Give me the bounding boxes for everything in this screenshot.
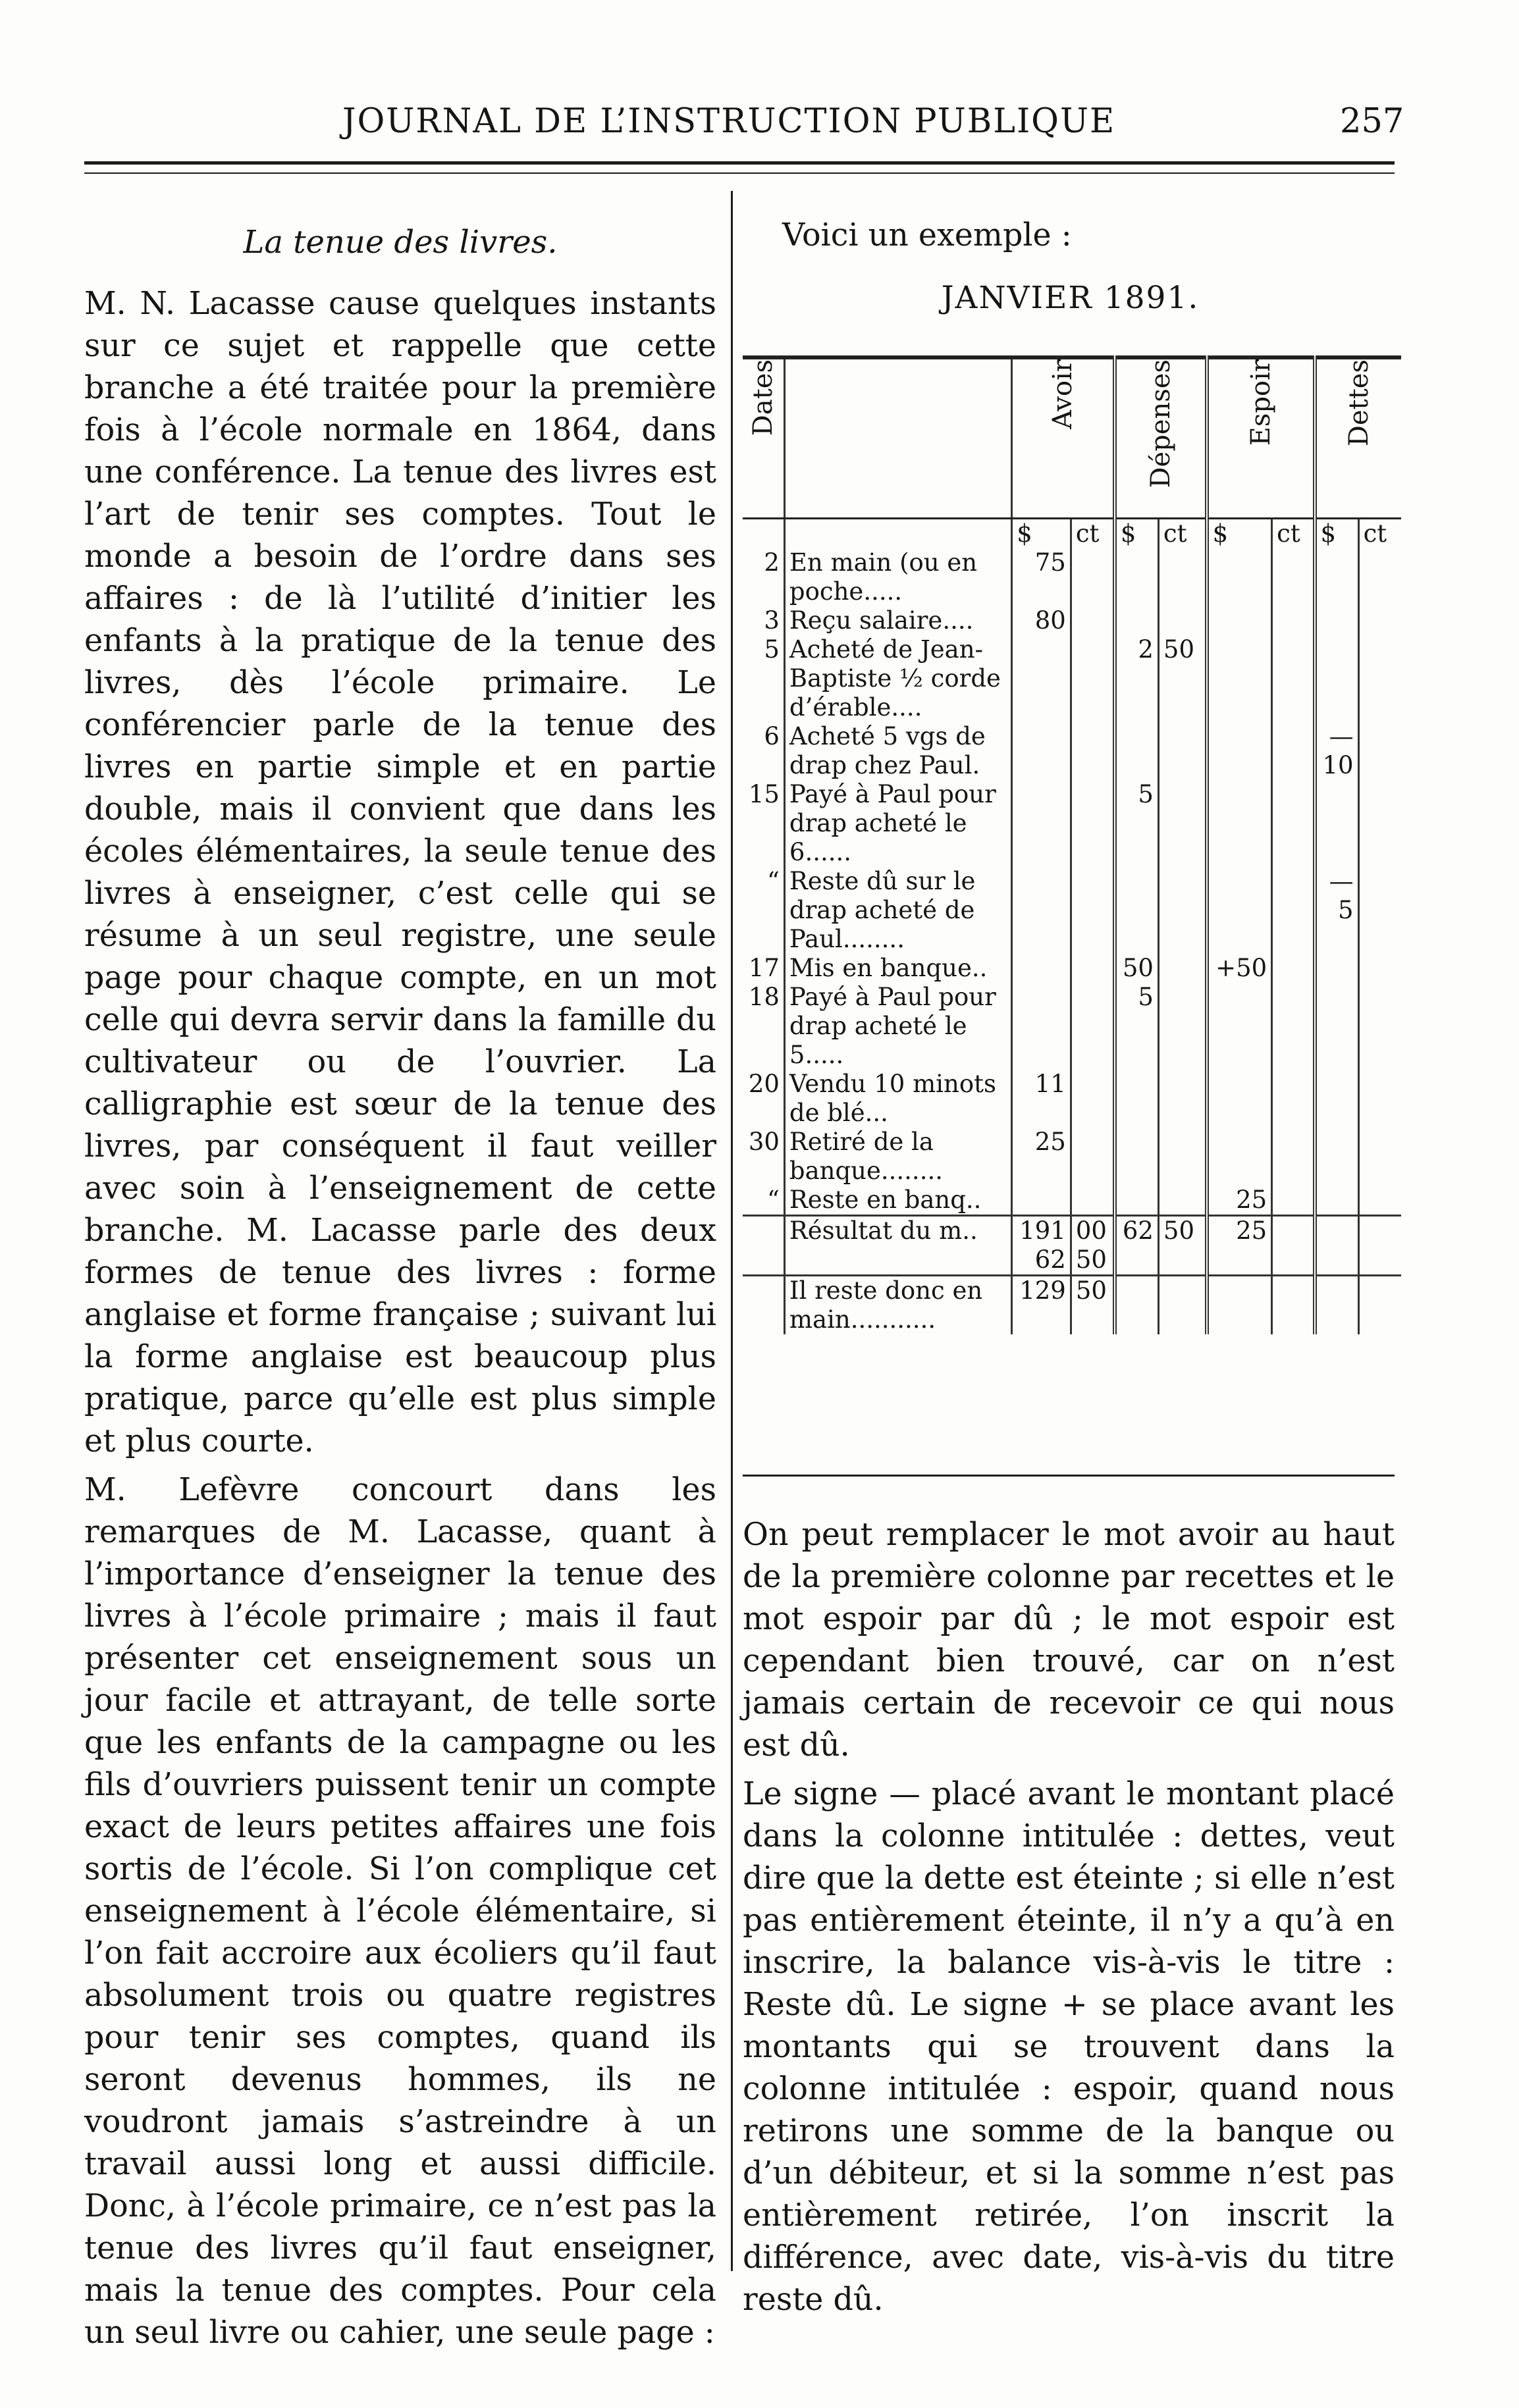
ledger-cell-esp-c [1272,1186,1315,1216]
ledger-cell-esp-d [1207,722,1272,780]
section-title: La tenue des livres. [243,224,558,261]
ledger-cell-dep-c [1158,1070,1206,1128]
ledger-cell-dep-c: 50 [1158,635,1206,722]
dollar-label: $ [1012,519,1071,549]
ledger-cell-esp-c [1272,1128,1315,1186]
ledger-bottom-rule [743,1475,1395,1477]
ledger-cell-avoir-c [1071,954,1115,983]
dollar-label: $ [1115,519,1159,549]
ledger-cell-esp-c [1272,722,1315,780]
ledger-cell-date: 18 [748,983,780,1011]
ledger-cell-dep-c [1158,1128,1206,1186]
ledger-cell-desc: Payé à Paul pour drap acheté le 6...... [784,780,1011,867]
ledger-row [743,780,1401,867]
ledger-cell-avoir-d [1012,954,1071,983]
ledger-cell-esp-d [1207,548,1272,606]
ledger-cell-dep-d [1115,867,1159,954]
ledger-cell-desc: Reçu salaire.... [784,606,1011,635]
cents-label: ct [1272,519,1315,549]
ledger-cell-det-c [1358,722,1401,780]
left-column [84,217,716,2361]
ledger-cell-desc: Reste en banq.. [784,1186,1011,1216]
ledger-cell-dep-d: 2 [1115,635,1159,722]
ledger-cell-det-c [1358,954,1401,983]
ledger-cell-desc: Payé à Paul pour drap acheté le 5..... [784,983,1011,1070]
ledger-cell-date: 15 [748,780,780,808]
ledger-cell-desc: Mis en banque.. [784,954,1011,983]
ledger-cell-avoir-d [1012,722,1071,780]
ledger-cell-avoir-d: 11 [1012,1070,1071,1128]
description-header [784,357,1011,519]
ledger-cell-det-c [1358,1128,1401,1186]
ledger-cell-esp-d: 25 [1207,1186,1272,1216]
ledger-cell-avoir-d [1012,1186,1071,1216]
ledger-cell-avoir-c [1071,1070,1115,1128]
ledger-cell-det-c [1358,606,1401,635]
ledger-cell-esp-d [1207,1070,1272,1128]
ledger-cell-avoir-d: 80 [1012,606,1071,635]
ledger-cell-esp-c [1272,780,1315,867]
ledger-cell-date: 2 [764,548,780,577]
ledger-cell-det-d: —10 [1315,722,1359,780]
ledger-cell-esp-c [1272,983,1315,1070]
explanation-text [743,1514,1395,2328]
header-rule-thin [84,172,1395,174]
ledger-cell-desc: Acheté de Jean-Baptiste ½ corde d’érable.... [784,635,1011,722]
ledger-cell-det-c [1358,635,1401,722]
ledger-cell-dep-c [1158,867,1206,954]
ledger-table [743,355,1401,1334]
depenses-header: Dépenses [1115,357,1207,519]
ledger-cell-det-c [1358,780,1401,867]
ledger-cell-det-d [1315,1186,1359,1216]
ledger-cell-det-d: —5 [1315,867,1359,954]
dollar-label: $ [1207,519,1272,549]
header-rule-thick [84,161,1395,165]
ledger-cell-dep-d [1115,1186,1159,1216]
ledger-cell-date: 5 [764,635,780,664]
running-header: JOURNAL DE L’INSTRUCTION PUBLIQUE [342,102,1116,141]
ledger-cell-det-c [1358,548,1401,606]
ledger-cell-dep-c [1158,954,1206,983]
ledger-cell-dep-d [1115,606,1159,635]
ledger-cell-esp-c [1272,867,1315,954]
ledger-cell-dep-c [1158,548,1206,606]
ledger-cell-det-d [1315,983,1359,1070]
paragraph-lefevre: M. Lefèvre concourt dans les remarques de M. Lacasse, quant à l’importance d’enseigner la tenue des livres à l’école primaire ; mais il faut présenter cet enseignement sous un jour facile et attrayant, de telle sorte que les enfants de la campagne ou les fils d’ouvriers puissent tenir un compte exact de leurs petites affaires une fois sortis de l’école. Si l’on complique cet enseignement à l’école élémentaire, si l’on fait accroire aux écoliers qu’il faut absolument trois ou quatre registres pour tenir ses comptes, quand ils seront devenus hommes, ils ne voudront jamais s’astreindre à un travail aussi long et aussi difficile. Donc, à l’école primaire, ce n’est pas la tenue des livres qu’il faut enseigner, mais la tenue des comptes. Pour cela un seul livre ou cahier, une seule page : [84,1472,716,2351]
ledger-cell-esp-c [1272,635,1315,722]
example-intro: Voici un exemple : [782,217,1072,253]
ledger-cell-det-c [1358,983,1401,1070]
ledger-row [743,635,1401,722]
ledger-cell-avoir-c [1071,1186,1115,1216]
ledger-cell-det-d [1315,606,1359,635]
ledger-row [743,1128,1401,1186]
ledger-cell-desc: Retiré de la banque........ [784,1128,1011,1186]
ledger-cell-avoir-d [1012,983,1071,1070]
ledger-cell-esp-d [1207,780,1272,867]
ledger-cell-dep-d [1115,1070,1159,1128]
ledger-cell-desc: En main (ou en poche..... [784,548,1011,606]
avoir-header: Avoir [1012,357,1115,519]
ledger-row [743,983,1401,1070]
ledger-cell-det-d [1315,780,1359,867]
ledger-cell-desc: Reste dû sur le drap acheté de Paul........ [784,867,1011,954]
cents-label: ct [1071,519,1115,549]
ledger-cell-avoir-d [1012,867,1071,954]
ledger-cell-avoir-d [1012,780,1071,867]
ledger-cell-date: 3 [764,606,780,635]
espoir-header: Espoir [1207,357,1315,519]
cents-label: ct [1158,519,1206,549]
ledger-row [743,954,1401,983]
ledger-cell-avoir-c [1071,1128,1115,1186]
ledger-cell-avoir-d: 75 [1012,548,1071,606]
ledger-cell-det-c [1358,1186,1401,1216]
ledger-cell-esp-c [1272,954,1315,983]
ledger-row [743,722,1401,780]
ledger-cell-avoir-c [1071,722,1115,780]
dollar-label: $ [1315,519,1359,549]
ledger-cell-dep-d [1115,1128,1159,1186]
ledger-cell-date: 6 [764,722,780,750]
paragraph-avoir: On peut remplacer le mot avoir au haut de la première colonne par recettes et le mot espoir par dû ; le mot espoir est cependant bien trouvé, car on n’est jamais certain de recevoir ce qui nous est dû. [743,1517,1395,1764]
right-column-header [749,217,1391,336]
ledger-cell-dep-c [1158,722,1206,780]
ledger-row [743,1186,1401,1216]
ledger-cell-desc: Vendu 10 minots de blé... [784,1070,1011,1128]
ledger-month: JANVIER 1891. [941,280,1200,316]
ledger-cell-date: 20 [748,1070,780,1098]
ledger-row [743,1070,1401,1128]
dettes-header: Dettes [1315,357,1401,519]
remaining-row: Il reste donc en main........... 129 50 [743,1276,1401,1335]
ledger-row [743,548,1401,606]
ledger-cell-dep-d [1115,722,1159,780]
ledger-cell-esp-d [1207,606,1272,635]
ledger-cell-esp-c [1272,548,1315,606]
ledger-cell-dep-d: 50 [1115,954,1159,983]
ledger-cell-dep-d: 5 [1115,983,1159,1070]
cents-label: ct [1358,519,1401,549]
result-row: Résultat du m.. 191 62 00 50 62 50 25 [743,1216,1401,1276]
ledger-cell-dep-c [1158,983,1206,1070]
ledger-cell-avoir-d: 25 [1012,1128,1071,1186]
ledger-header-row [743,357,1401,519]
ledger-cell-desc: Acheté 5 vgs de drap chez Paul. [784,722,1011,780]
ledger-cell-esp-d [1207,867,1272,954]
dates-header: Dates [743,357,784,519]
ledger-cell-esp-d [1207,1128,1272,1186]
ledger-cell-det-d [1315,954,1359,983]
ledger-cell-avoir-c [1071,983,1115,1070]
ledger-cell-dep-d: 5 [1115,780,1159,867]
ledger-cell-date: 30 [748,1128,780,1156]
ledger-cell-dep-c [1158,606,1206,635]
paragraph-lacasse: M. N. Lacasse cause quelques instants sur ce sujet et rappelle que cette branche a été traitée pour la première fois à l’école normale en 1864, dans une conférence. La tenue des livres est l’art de tenir ses comptes. Tout le monde a besoin de l’ordre dans ses affaires : de là l’utilité d’initier les enfants à la pratique de la tenue des livres, dès l’école primaire. Le conférencier parle de la tenue des livres en partie simple et en partie double, mais il convient que dans les écoles élémentaires, la seule tenue des livres à enseigner, c’est celle qui se résume à un seul registre, une seule page pour chaque compte, en un mot celle qui devra servir dans la famille du cultivateur ou de l’ouvrier. La calligraphie est sœur de la tenue des livres, par conséquent il faut veiller avec soin à l’enseignement de cette branche. M. Lacasse parle des deux formes de tenue des livres : forme anglaise et forme française ; suivant lui la forme anglaise est beaucoup plus pratique, parce qu’elle est plus simple et plus courte. [84,286,716,1459]
ledger-cell-det-d [1315,1128,1359,1186]
page-number: 257 [1340,102,1404,141]
ledger-cell-date: “ [766,1186,780,1214]
ledger-cell-avoir-d [1012,635,1071,722]
ledger-cell-det-d [1315,635,1359,722]
ledger-cell-dep-c [1158,1186,1206,1216]
ledger-cell-avoir-c [1071,606,1115,635]
ledger-cell-avoir-c [1071,867,1115,954]
ledger-cell-det-c [1358,1070,1401,1128]
ledger-cell-det-c [1358,867,1401,954]
ledger-cell-avoir-c [1071,548,1115,606]
ledger-cell-avoir-c [1071,635,1115,722]
paragraph-signs: Le signe — placé avant le montant placé dans la colonne intitulée : dettes, veut dire que la dette est éteinte ; si elle n’est pas entièrement éteinte, il n’y a qu’à en inscrire, la balance vis-à-vis le titre : Reste dû. Le signe + se place avant les montants qui se trouvent dans la colonne intitulée : espoir, quand nous retirons une somme de la banque ou d’un débiteur, et si la somme n’est pas entièrement retirée, l’on inscrit la différence, avec date, vis-à-vis du titre reste dû. [743,1776,1395,2318]
ledger-cell-dep-c [1158,780,1206,867]
ledger-cell-date: 17 [748,954,780,982]
ledger-cell-date: “ [766,867,780,895]
ledger-cell-esp-c [1272,606,1315,635]
column-divider [731,191,733,2271]
ledger-cell-avoir-c [1071,780,1115,867]
ledger-cell-esp-d: +50 [1207,954,1272,983]
ledger-cell-esp-d [1207,983,1272,1070]
ledger-row [743,606,1401,635]
ledger-cell-det-d [1315,548,1359,606]
currency-row [743,519,1401,549]
ledger-cell-det-d [1315,1070,1359,1128]
ledger-row [743,867,1401,954]
ledger-cell-esp-c [1272,1070,1315,1128]
ledger-cell-dep-d [1115,548,1159,606]
ledger-cell-esp-d [1207,635,1272,722]
